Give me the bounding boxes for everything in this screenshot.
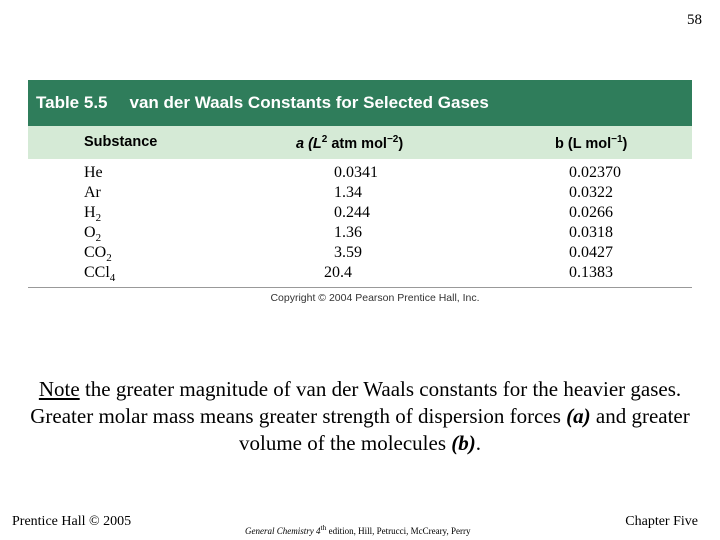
table-bottom-rule <box>28 287 692 288</box>
substance-cell: He <box>84 164 103 181</box>
a-value-cell: 3.59 <box>334 244 362 261</box>
page-number: 58 <box>687 12 702 28</box>
copyright-line: Copyright © 2004 Pearson Prentice Hall, Inc. <box>270 292 480 304</box>
b-value-cell: 0.1383 <box>569 264 613 281</box>
substance-cell: $CO_2$ <box>84 244 112 265</box>
footer-chapter: Chapter Five <box>625 514 698 529</box>
b-value-cell: 0.0427 <box>569 244 613 261</box>
column-header-substance: Substance <box>84 134 158 150</box>
substance-cell: $O_2$ <box>84 224 102 245</box>
substance-cell: Ar <box>84 184 101 201</box>
b-value-cell: 0.02370 <box>569 164 621 181</box>
footer-publisher: Prentice Hall © 2005 <box>12 514 132 529</box>
table-title-bar <box>28 80 692 126</box>
a-marker: (a) <box>566 404 591 428</box>
a-value-cell: 0.0341 <box>334 164 378 181</box>
table-number: Table 5.5 <box>36 93 108 112</box>
table-body <box>28 159 692 287</box>
note-paragraph: Note the greater magnitude of van der Waals constants for the heavier gases. Greater molar mass means greater strength of dispersion forces (a) and greater volume of the molecules (b). <box>30 377 690 455</box>
substance-cell: CCl$_4$ <box>84 264 116 285</box>
substance-cell: $H_2$ <box>84 204 102 225</box>
a-value-cell: 1.36 <box>334 224 362 241</box>
b-value-cell: 0.0266 <box>569 204 613 221</box>
footer-book-credit: General Chemistry 4th edition, Hill, Petrucci, McCreary, Perry <box>245 523 471 536</box>
column-header-row <box>28 126 692 159</box>
table-title: van der Waals Constants for Selected Gases <box>129 93 489 112</box>
column-header-a: a ($L^2$ atm mol$^{-2}$) <box>296 134 404 152</box>
b-value-cell: 0.0322 <box>569 184 613 201</box>
a-value-cell: 0.244 <box>334 204 370 221</box>
note-label: Note <box>38 377 80 401</box>
a-value-cell: 1.34 <box>334 184 362 201</box>
b-value-cell: 0.0318 <box>569 224 613 241</box>
van-der-waals-table <box>28 80 692 304</box>
column-header-b: b (L mol$^{-1}$) <box>555 134 628 152</box>
b-marker: (b) <box>451 431 476 455</box>
a-value-cell: 20.4 <box>324 264 352 281</box>
